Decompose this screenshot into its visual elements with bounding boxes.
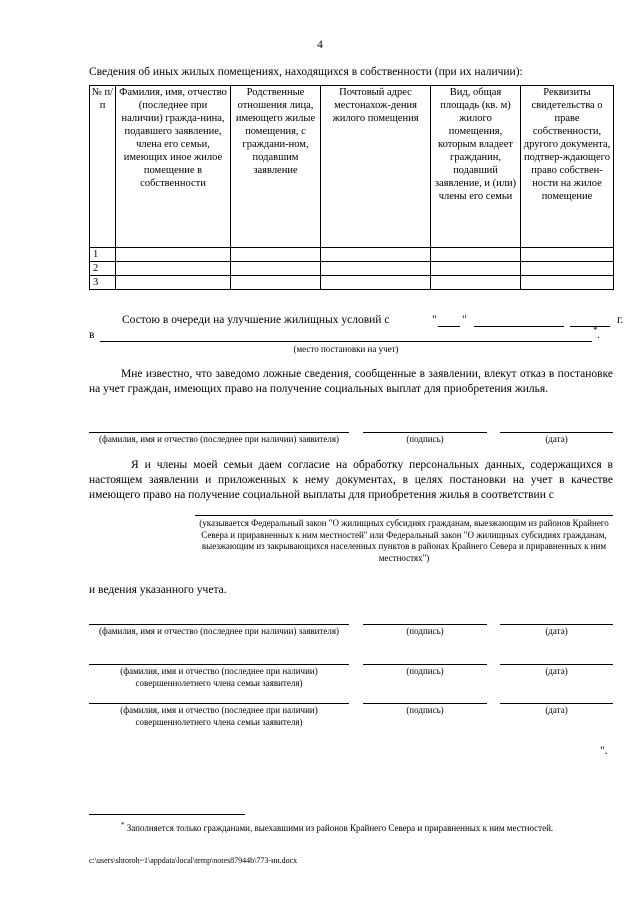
date-caption: (дата) — [545, 666, 568, 676]
consent-paragraph: Я и члены моей семьи даем согласие на обработку персональных данных, содержащихся в настоящем заявлении и приложенных к нему документах, в целях постановки на учет в качестве имеющего право на получение социальной выплаты для приобретения жилья в соответствии с — [89, 459, 613, 501]
footnote-mark: * — [593, 325, 598, 335]
file-path: c:\users\shtoroh~1\appdata\local\temp\notes87944b\773-ин.docx — [89, 856, 298, 865]
name-caption: (фамилия, имя и отчество (последнее при наличии) заявителя) — [98, 626, 339, 636]
table-cell[interactable] — [521, 276, 614, 290]
date-line[interactable] — [500, 624, 613, 625]
signature-line[interactable] — [363, 432, 487, 433]
closing-mark: ". — [600, 745, 608, 757]
table-cell[interactable] — [521, 248, 614, 262]
table-cell[interactable] — [321, 262, 431, 276]
date-caption: (дата) — [545, 434, 568, 444]
table-cell[interactable] — [116, 262, 231, 276]
col-header-documents: Реквизиты свидетельства о праве собственности, другого документа, подтвер-ждающего право собствен-ности на жилое помещение — [521, 86, 614, 248]
month-field[interactable] — [474, 326, 564, 327]
table-cell[interactable] — [231, 276, 321, 290]
registration-place-field[interactable] — [100, 341, 592, 342]
footnote — [89, 820, 613, 835]
date-line[interactable] — [500, 432, 613, 433]
signature-line[interactable] — [363, 664, 487, 665]
year-suffix: г. — [617, 314, 624, 326]
table-cell[interactable] — [431, 276, 521, 290]
section-title: Сведения об иных жилых помещениях, находящихся в собственности (при их наличии): — [89, 66, 523, 78]
law-caption: (указывается Федеральный закон "О жилищных субсидиях гражданам, выезжающим из районов Крайнего Севера и приравненных к ним местностей" или Федеральный закон "О жилищных субсидиях гражданам, выезжающим из закрывающихся населенных пунктов в районах Крайнего Севера и приравненных к ним местностях") — [199, 518, 609, 563]
table-cell[interactable] — [116, 248, 231, 262]
law-field[interactable] — [195, 515, 613, 516]
name-line[interactable] — [89, 664, 349, 665]
signature-line[interactable] — [363, 624, 487, 625]
day-field[interactable] — [438, 326, 460, 327]
table-cell[interactable] — [321, 276, 431, 290]
table-row — [90, 262, 614, 276]
footnote-separator — [89, 814, 245, 815]
signature-caption: (подпись) — [406, 705, 444, 715]
date-line[interactable] — [500, 703, 613, 704]
signature-caption: (подпись) — [406, 434, 444, 444]
col-header-address: Почтовый адрес местонахож-дения жилого помещения — [321, 86, 431, 248]
name-line[interactable] — [89, 624, 349, 625]
queue-end-period: . — [597, 329, 600, 341]
footnote-text: Заполняется только гражданами, выехавшими из районов Крайнего Севера и приравненных к ним местностей. — [126, 823, 554, 833]
footnote-ref: * — [121, 821, 125, 829]
row-number: 2 — [90, 262, 116, 276]
quote-close: " — [462, 314, 467, 326]
date-caption: (дата) — [545, 626, 568, 636]
name-caption: (фамилия, имя и отчество (последнее при наличии) заявителя) — [98, 434, 339, 444]
name-caption: (фамилия, имя и отчество (последнее при наличии) совершеннолетнего члена семьи заявителя) — [120, 705, 318, 727]
name-line[interactable] — [89, 432, 349, 433]
col-header-name: Фамилия, имя, отчество (последнее при наличии) гражда-нина, подавшего заявление, члена его семьи, имеющих иное жилое помещение в собственности — [116, 86, 231, 248]
page-number: 4 — [317, 39, 323, 51]
row-number: 1 — [90, 248, 116, 262]
signature-line[interactable] — [363, 703, 487, 704]
name-line[interactable] — [89, 703, 349, 704]
quote-open: " — [432, 314, 437, 326]
property-table — [89, 85, 614, 290]
table-cell[interactable] — [431, 248, 521, 262]
statement-paragraph: Мне известно, что заведомо ложные сведения, сообщенные в заявлении, влекут отказ в постановке на учет граждан, имеющих право на получение социальных выплат для приобретения жилья. — [89, 368, 613, 395]
table-row — [90, 248, 614, 262]
table-cell[interactable] — [521, 262, 614, 276]
signature-caption: (подпись) — [406, 666, 444, 676]
registration-place-caption: (место постановки на учет) — [293, 344, 399, 354]
queue-text: Состою в очереди на улучшение жилищных условий с — [122, 314, 390, 326]
signature-caption: (подпись) — [406, 626, 444, 636]
col-header-number: № п/п — [90, 86, 116, 248]
date-caption: (дата) — [545, 705, 568, 715]
name-caption: (фамилия, имя и отчество (последнее при наличии) совершеннолетнего члена семьи заявителя) — [120, 666, 318, 688]
in-prefix: в — [89, 329, 95, 341]
table-cell[interactable] — [231, 248, 321, 262]
account-text: и ведения указанного учета. — [89, 584, 227, 596]
year-field[interactable] — [570, 326, 610, 327]
table-cell[interactable] — [431, 262, 521, 276]
row-number: 3 — [90, 276, 116, 290]
date-line[interactable] — [500, 664, 613, 665]
table-cell[interactable] — [321, 248, 431, 262]
col-header-area: Вид, общая площадь (кв. м) жилого помещения, которым владеет гражданин, подавший заявление, и (или) члены его семьи — [431, 86, 521, 248]
table-header-row — [90, 86, 614, 248]
col-header-relation: Родственные отношения лица, имеющего жилые помещения, с граждани-ном, подавшим заявление — [231, 86, 321, 248]
table-cell[interactable] — [116, 276, 231, 290]
table-cell[interactable] — [231, 262, 321, 276]
table-row — [90, 276, 614, 290]
